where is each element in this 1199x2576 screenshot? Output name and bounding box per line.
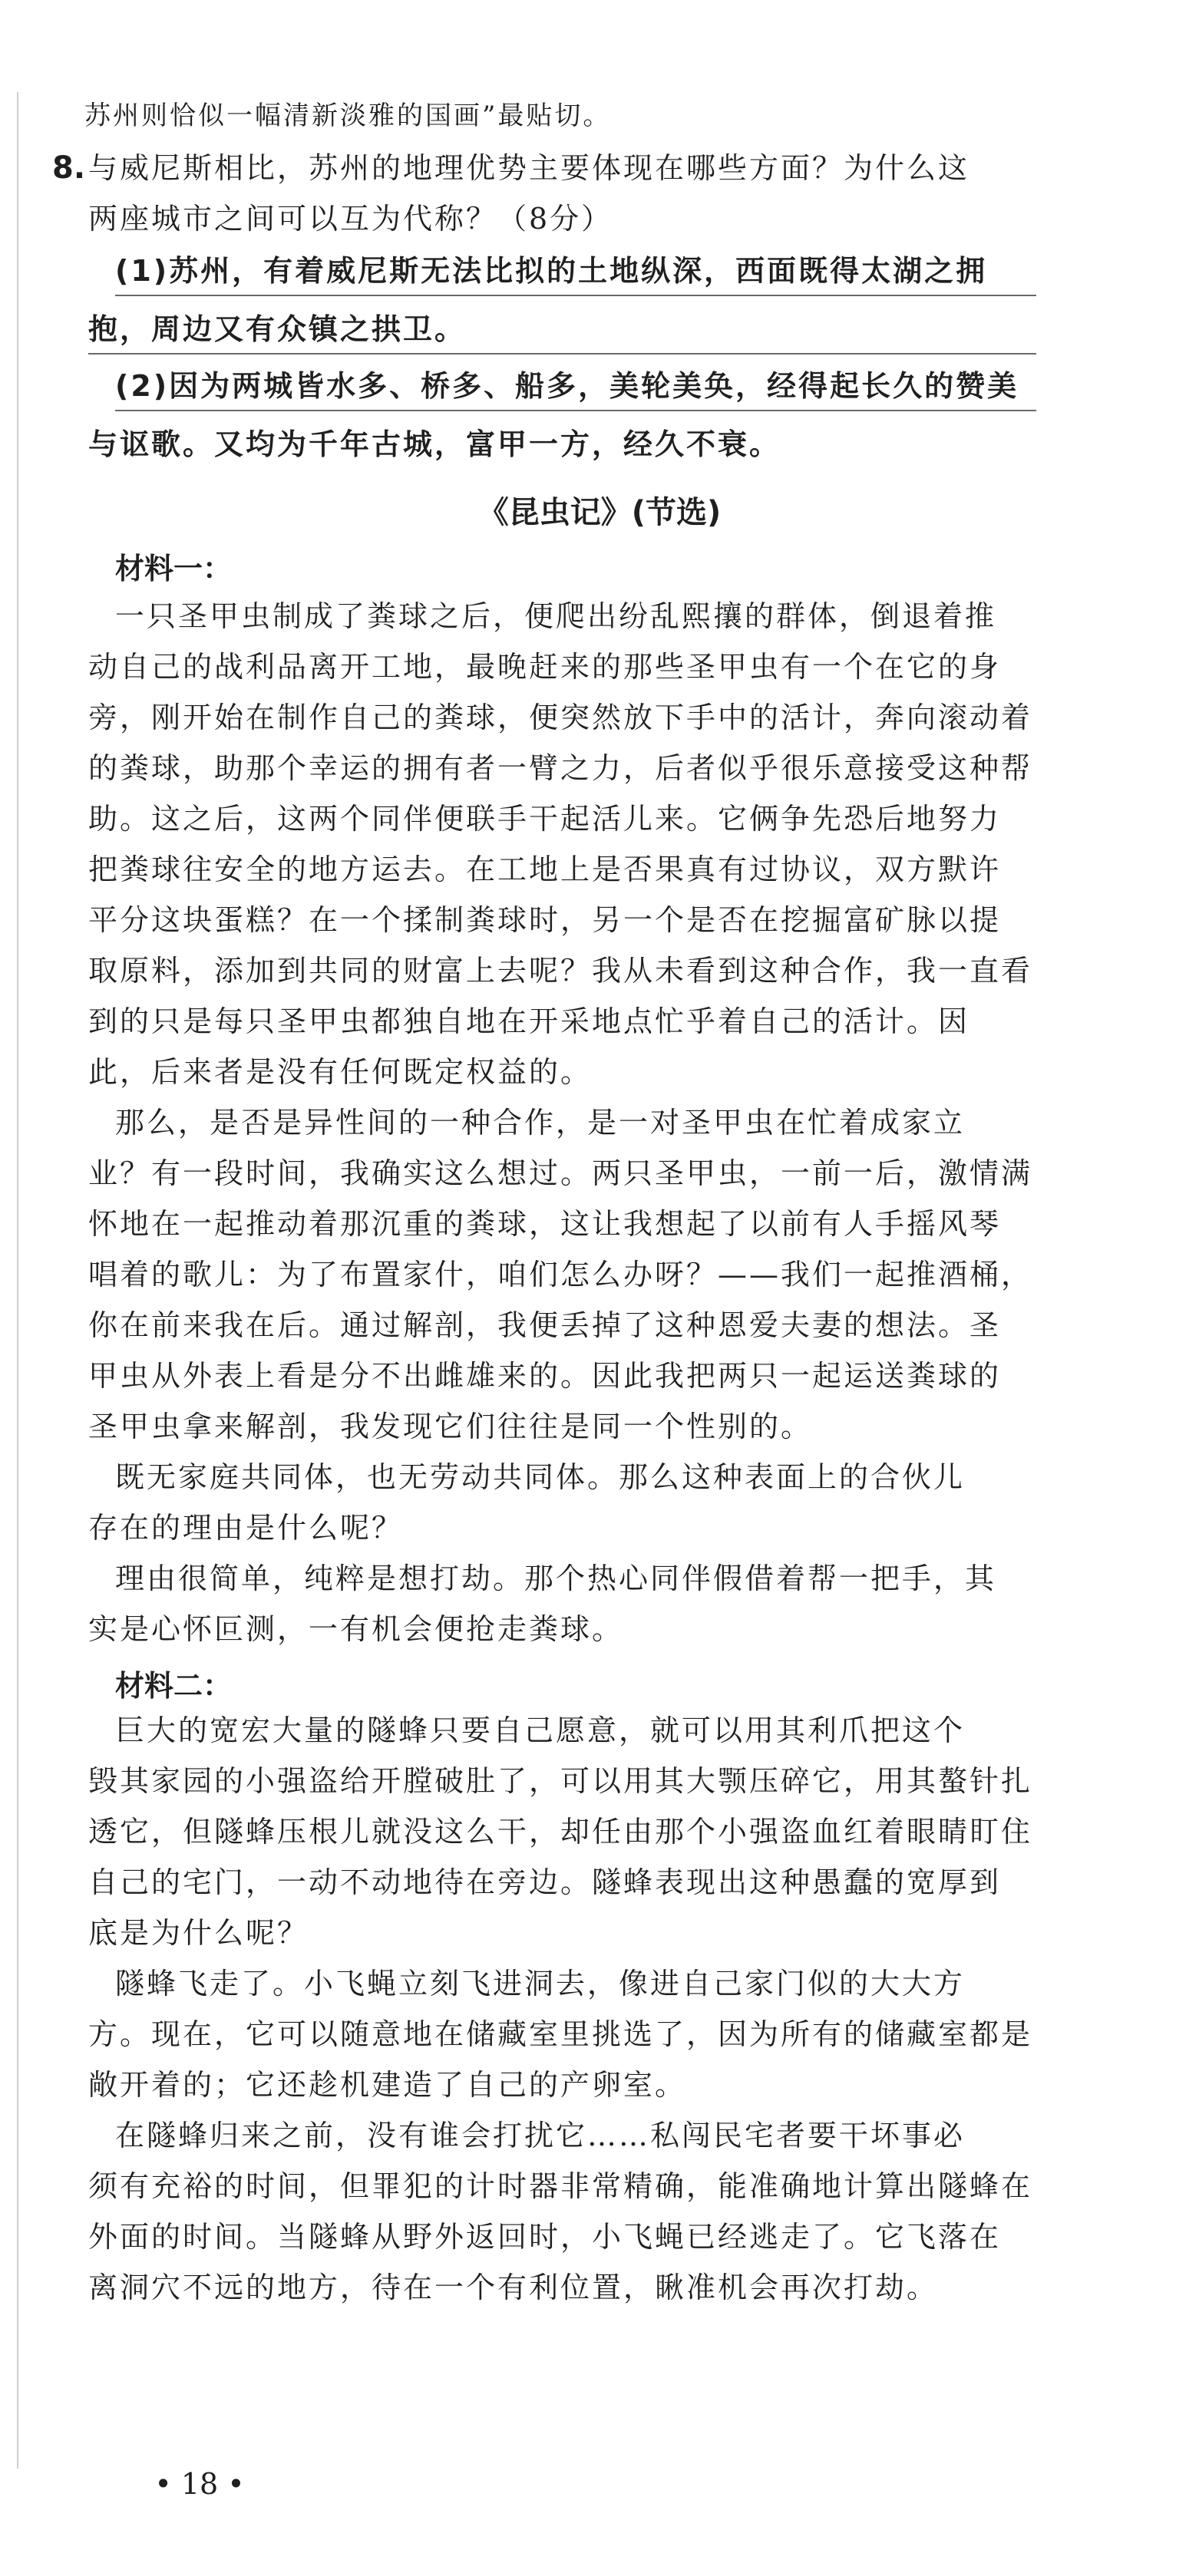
answer-underline-2 [88,353,1036,355]
material-one-line: 动自己的战利品离开工地，最晚赶来的那些圣甲虫有一个在它的身 [88,650,1002,684]
answer-line-1: (1)苏州，有着威尼斯无法比拟的土地纵深，西面既得太湖之拥 [115,254,988,288]
question-line-1: 与威尼斯相比，苏州的地理优势主要体现在哪些方面？为什么这 [88,151,970,185]
material-one-line: 既无家庭共同体，也无劳动共同体。那么这种表面上的合伙儿 [115,1460,966,1494]
answer-line-3: (2)因为两城皆水多、桥多、船多，美轮美奂，经得起长久的赞美 [115,369,1019,403]
question-number: 8. [52,150,86,186]
material-two-line: 透它，但隧蜂压根儿就没这么干，却任由那个小强盗血红着眼睛盯住 [88,1815,1033,1849]
margin-rule [17,92,18,2469]
top-line: 苏州则恰似一幅清新淡雅的国画”最贴切。 [84,101,612,131]
material-two-line: 在隧蜂归来之前，没有谁会打扰它……私闯民宅者要干坏事必 [115,2119,966,2152]
material-one-line: 一只圣甲虫制成了粪球之后，便爬出纷乱熙攘的群体，倒退着推 [115,599,997,633]
material-one-line: 唱着的歌儿：为了布置家什，咱们怎么办呀？——我们一起推酒桶， [88,1258,1033,1291]
material-one-line: 怀地在一起推动着那沉重的粪球，这让我想起了以前有人手摇风琴 [88,1207,1002,1241]
material-one-line: 业？有一段时间，我确实这么想过。两只圣甲虫，一前一后，激情满 [88,1156,1033,1190]
material-two-line: 巨大的宽宏大量的隧蜂只要自己愿意，就可以用其利爪把这个 [115,1713,966,1747]
material-one-line: 实是心怀叵测，一有机会便抢走粪球。 [88,1612,624,1646]
page-number: • 18 • [154,2467,245,2501]
answer-line-4: 与讴歌。又均为千年古城，富甲一方，经久不衰。 [88,427,781,461]
material-one-line: 你在前来我在后。通过解剖，我便丢掉了这种恩爱夫妻的想法。圣 [88,1308,1002,1342]
material-one-line: 助。这之后，这两个同伴便联手干起活儿来。它俩争先恐后地努力 [88,802,1002,836]
material-two-line: 自己的宅门，一动不动地待在旁边。隧蜂表现出这种愚蠢的宽厚到 [88,1865,1002,1899]
material-two-line: 底是为什么呢？ [88,1916,309,1950]
material-two-line: 隧蜂飞走了。小飞蝇立刻飞进洞去，像进自己家门似的大大方 [115,1967,966,2000]
material-two-line: 毁其家园的小强盗给开膛破肚了，可以用其大颚压碎它，用其螯针扎 [88,1764,1033,1798]
material-one-line: 到的只是每只圣甲虫都独自地在开采地点忙乎着自己的活计。因 [88,1004,970,1038]
answer-underline-3 [115,410,1036,411]
material-one-label: 材料一： [115,552,233,585]
material-one-line: 理由很简单，纯粹是想打劫。那个热心同伴假借着帮一把手，其 [115,1562,997,1595]
material-two-line: 方。现在，它可以随意地在储藏室里挑选了，因为所有的储藏室都是 [88,2017,1033,2051]
material-two-line: 敞开着的；它还趁机建造了自己的产卵室。 [88,2068,687,2102]
material-two-line: 外面的时间。当隧蜂从野外返回时，小飞蝇已经逃走了。它飞落在 [88,2220,1002,2254]
material-one-line: 把粪球往安全的地方运去。在工地上是否果真有过协议，双方默许 [88,853,1002,886]
material-one-line: 取原料，添加到共同的财富上去呢？我从未看到这种合作，我一直看 [88,954,1033,988]
material-one-line: 平分这块蛋糕？在一个揉制粪球时，另一个是否在挖掘富矿脉以提 [88,903,1002,937]
material-one-line: 那么，是否是异性间的一种合作，是一对圣甲虫在忙着成家立 [115,1106,966,1140]
material-one-line: 圣甲虫拿来解剖，我发现它们往往是同一个性别的。 [88,1410,813,1443]
material-one-line: 甲虫从外表上看是分不出雌雄来的。因此我把两只一起运送粪球的 [88,1359,1002,1393]
section-title: 《昆虫记》(节选) [477,495,722,530]
material-one-line: 存在的理由是什么呢？ [88,1511,404,1545]
answer-line-2: 抱，周边又有众镇之拱卫。 [88,312,467,346]
material-one-line: 的粪球，助那个幸运的拥有者一臂之力，后者似乎很乐意接受这种帮 [88,751,1033,785]
answer-underline-1 [115,295,1036,296]
material-two-line: 离洞穴不远的地方，待在一个有利位置，瞅准机会再次打劫。 [88,2271,939,2304]
question-line-2: 两座城市之间可以互为代称？（8分） [88,202,613,236]
material-one-line: 旁，刚开始在制作自己的粪球，便突然放下手中的活计，奔向滚动着 [88,701,1033,734]
material-two-line: 须有充裕的时间，但罪犯的计时器非常精确，能准确地计算出隧蜂在 [88,2169,1033,2203]
material-two-label: 材料二： [115,1669,233,1703]
material-one-line: 此，后来者是没有任何既定权益的。 [88,1055,593,1089]
